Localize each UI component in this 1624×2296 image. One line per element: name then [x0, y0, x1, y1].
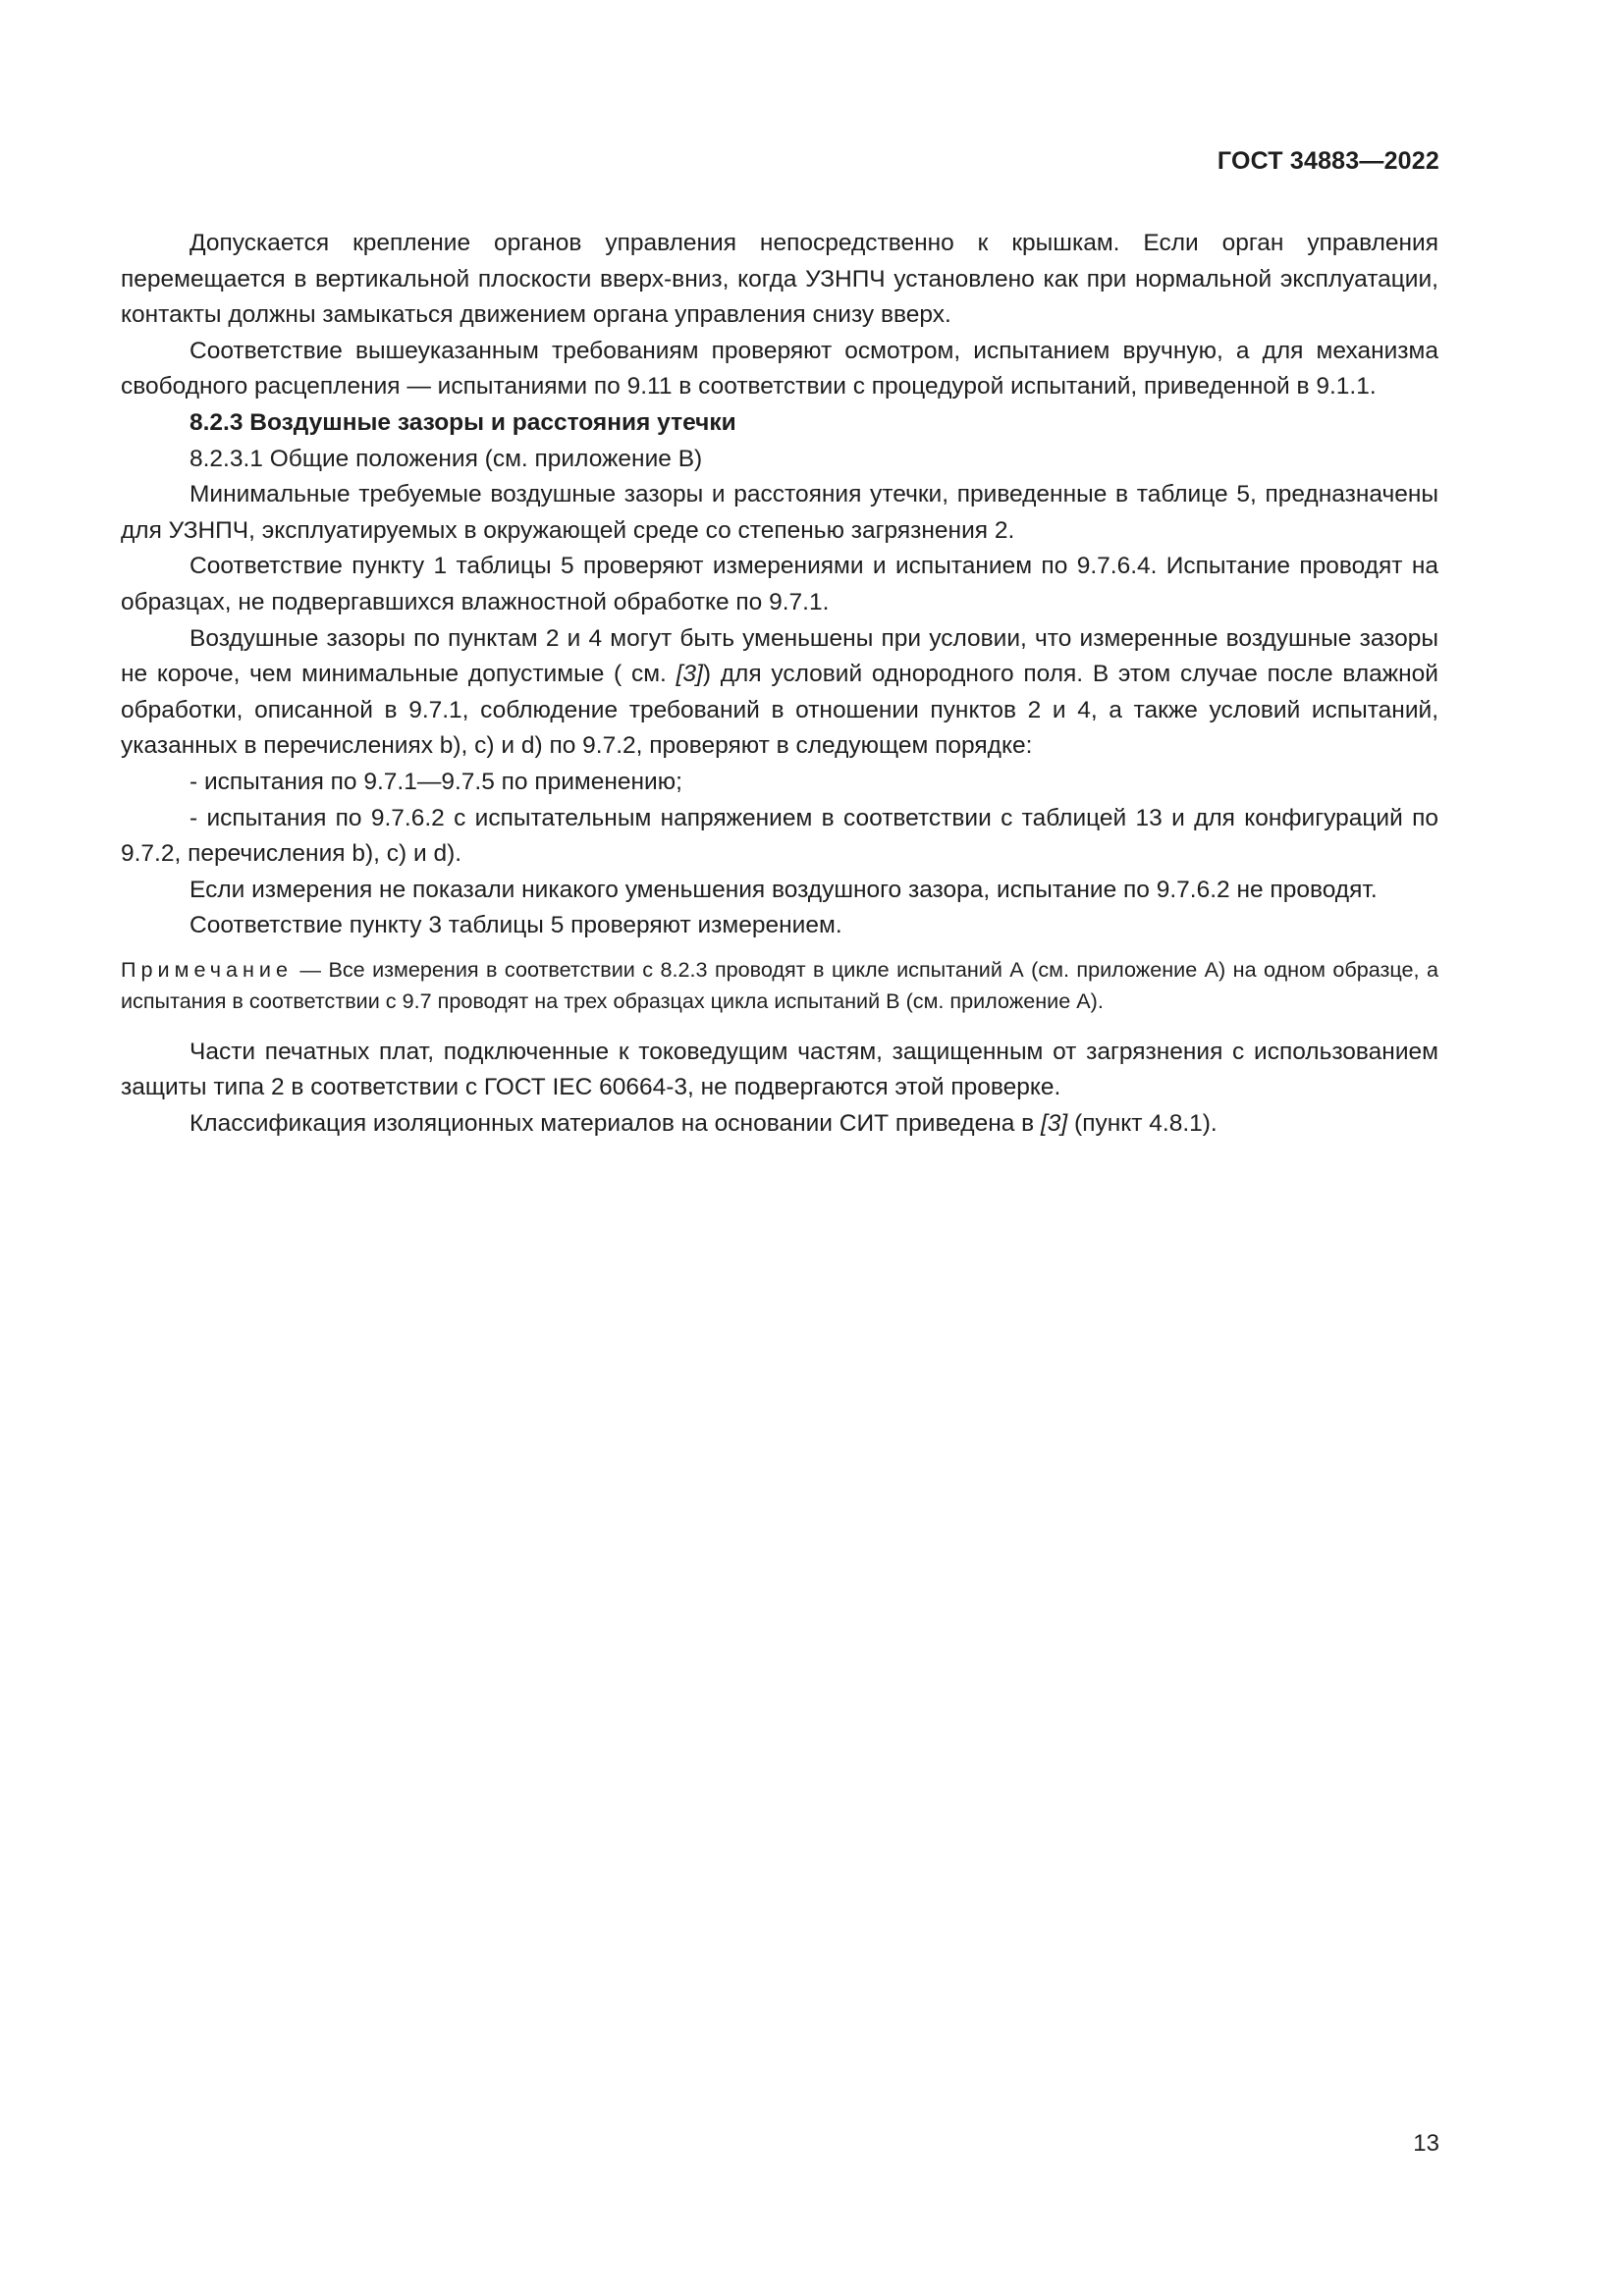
document-header-id: ГОСТ 34883—2022: [1217, 147, 1439, 175]
paragraph-controls-mounting: Допускается крепление органов управления непосредственно к крышкам. Если орган управления перемещается в вертикальной плоскости вверх-вниз, когда УЗНПЧ установлено как при нормальной эксплуатации, контакты должны замыкаться движением органа управления снизу вверх.: [121, 230, 1438, 329]
paragraph-printed-boards: Части печатных плат, подключенные к токоведущим частям, защищенным от загрязнения с использованием защиты типа 2 в соответствии с ГОСТ IEC 60664-3, не подвергаются этой проверке.: [121, 1038, 1438, 1101]
note-text: — Все измерения в соответствии с 8.2.3 проводят в цикле испытаний А (см. приложение А) на одном образце, а испытания в соответствии с 9.7 проводят на трех образцах цикла испытаний В (см. приложение А).: [121, 956, 1438, 1013]
paragraph-table5-item3: Соответствие пункту 3 таблицы 5 проверяют измерением.: [189, 912, 842, 939]
paragraph-table5-item1: Соответствие пункту 1 таблицы 5 проверяют измерениями и испытанием по 9.7.6.4. Испытание проводят на образцах, не подвергавшихся влажностной обработке по 9.7.1.: [121, 553, 1438, 615]
paragraph-compliance-check: Соответствие вышеуказанным требованиям проверяют осмотром, испытанием вручную, а для механизма свободного расцепления — испытаниями по 9.11 в соответствии с процедурой испытаний, приведенной в 9.1.1.: [121, 337, 1438, 400]
clearance-reduction-text-1: Воздушные зазоры по пунктам 2 и 4 могут быть уменьшены при условии, что измеренные воздушные зазоры не короче, чем минимальные допустимые ( см.: [121, 624, 1438, 688]
paragraph-clearance-reduction: [121, 621, 1438, 765]
note-block: [121, 954, 1438, 1017]
paragraph-insulation-classification: [121, 1106, 1438, 1143]
note-label: Примечание: [121, 956, 293, 982]
classification-text-2: (пункт 4.8.1).: [1067, 1110, 1218, 1138]
page-body: [121, 226, 1438, 1143]
section-heading-8-2-3: 8.2.3 Воздушные зазоры и расстояния утечки: [189, 408, 736, 436]
list-item-tests-2: - испытания по 9.7.6.2 с испытательным напряжением в соответствии с таблицей 13 и для конфигураций по 9.7.2, перечисления b), c) и d).: [121, 804, 1438, 868]
subsection-heading-8-2-3-1: 8.2.3.1 Общие положения (см. приложение В): [189, 445, 703, 472]
classification-text-1: Классификация изоляционных материалов на основании СИТ приведена в: [189, 1110, 1041, 1138]
paragraph-minimum-clearances: Минимальные требуемые воздушные зазоры и расстояния утечки, приведенные в таблице 5, предназначены для УЗНПЧ, эксплуатируемых в окружающей среде со степенью загрязнения 2.: [121, 481, 1438, 544]
page-number: 13: [1413, 2130, 1439, 2157]
paragraph-no-reduction: Если измерения не показали никакого уменьшения воздушного зазора, испытание по 9.7.6.2 не проводят.: [189, 876, 1378, 903]
reference-3-second: [3]: [1040, 1110, 1068, 1138]
list-item-tests-1: - испытания по 9.7.1—9.7.5 по применению;: [189, 768, 682, 795]
clearance-reduction-text-2: ) для условий однородного поля. В этом случае после влажной обработки, описанной в 9.7.1, соблюдение требований в отношении пунктов 2 и 4, а также условий испытаний, указанных в перечислениях b), c) и d) по 9.7.2, проверяют в следующем порядке:: [121, 661, 1438, 760]
reference-3: [3]: [676, 661, 703, 688]
